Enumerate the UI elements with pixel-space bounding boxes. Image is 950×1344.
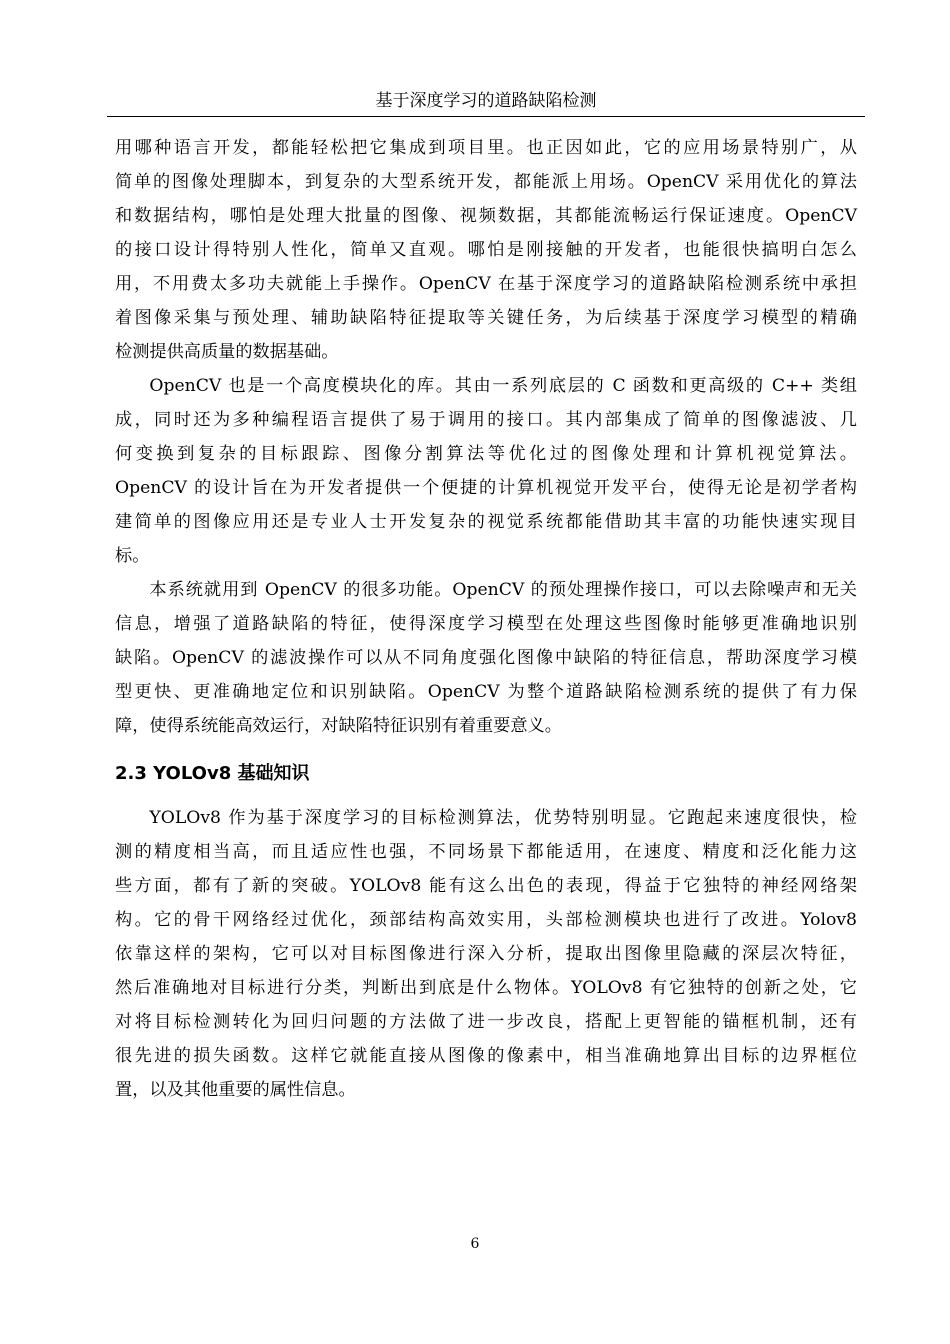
text-line: 构。它的骨干网络经过优化，颈部结构高效实用，头部检测模块也进行了改进。Yolov8 [115, 910, 857, 930]
text-line: 置，以及其他重要的属性信息。 [115, 1080, 356, 1100]
page-number: 6 [470, 1236, 480, 1252]
paragraph-opencv-modular [115, 369, 857, 573]
running-header: 基于深度学习的道路缺陷检测 [107, 88, 865, 117]
text-line: 的接口设计得特别人性化，简单又直观。哪怕是刚接触的开发者，也能很快搞明白怎么 [115, 240, 857, 260]
text-line: 障，使得系统能高效运行，对缺陷特征识别有着重要意义。 [115, 716, 562, 736]
text-line: 测的精度相当高，而且适应性也强，不同场景下都能适用，在速度、精度和泛化能力这 [115, 842, 857, 862]
paragraph-yolov8-intro [115, 801, 857, 1107]
text-line: 简单的图像处理脚本，到复杂的大型系统开发，都能派上用场。OpenCV 采用优化的算法 [115, 172, 857, 192]
text-line: 缺陷。OpenCV 的滤波操作可以从不同角度强化图像中缺陷的特征信息，帮助深度学习模 [115, 648, 857, 668]
text-line: 信息，增强了道路缺陷的特征，使得深度学习模型在处理这些图像时能够更准确地识别 [115, 614, 857, 634]
document-body [115, 131, 857, 1107]
text-line: 何变换到复杂的目标跟踪、图像分割算法等优化过的图像处理和计算机视觉算法。 [115, 444, 857, 464]
text-line: 本系统就用到 OpenCV 的很多功能。OpenCV 的预处理操作接口，可以去除噪声和无关 [149, 580, 857, 600]
text-line: OpenCV 也是一个高度模块化的库。其由一系列底层的 C 函数和更高级的 C++ 类组 [149, 376, 857, 396]
text-line: 和数据结构，哪怕是处理大批量的图像、视频数据，其都能流畅运行保证速度。OpenCV [115, 206, 857, 226]
text-line: 检测提供高质量的数据基础。 [115, 342, 339, 362]
text-line: YOLOv8 作为基于深度学习的目标检测算法，优势特别明显。它跑起来速度很快，检 [149, 808, 857, 828]
text-line: 对将目标检测转化为回归问题的方法做了进一步改良，搭配上更智能的锚框机制，还有 [115, 1012, 857, 1032]
text-line: 标。 [115, 546, 150, 566]
paragraph-opencv-intro [115, 131, 857, 369]
text-line: OpenCV 的设计旨在为开发者提供一个便捷的计算机视觉开发平台，使得无论是初学者构 [115, 478, 857, 498]
text-line: 着图像采集与预处理、辅助缺陷特征提取等关键任务，为后续基于深度学习模型的精确 [115, 308, 857, 328]
paragraph-opencv-usage [115, 573, 857, 743]
text-line: 建简单的图像应用还是专业人士开发复杂的视觉系统都能借助其丰富的功能快速实现目 [115, 512, 857, 532]
text-line: 型更快、更准确地定位和识别缺陷。OpenCV 为整个道路缺陷检测系统的提供了有力保 [115, 682, 857, 702]
text-line: 然后准确地对目标进行分类，判断出到底是什么物体。YOLOv8 有它独特的创新之处，它 [115, 978, 857, 998]
text-line: 依靠这样的架构，它可以对目标图像进行深入分析，提取出图像里隐藏的深层次特征， [115, 944, 857, 964]
section-heading: 2.3 YOLOv8 基础知识 [115, 763, 310, 784]
text-line: 些方面，都有了新的突破。YOLOv8 能有这么出色的表现，得益于它独特的神经网络架 [115, 876, 857, 896]
text-line: 很先进的损失函数。这样它就能直接从图像的像素中，相当准确地算出目标的边界框位 [115, 1046, 857, 1066]
text-line: 用，不用费太多功夫就能上手操作。OpenCV 在基于深度学习的道路缺陷检测系统中承担 [115, 274, 857, 294]
text-line: 用哪种语言开发，都能轻松把它集成到项目里。也正因如此，它的应用场景特别广，从 [115, 138, 857, 158]
text-line: 成，同时还为多种编程语言提供了易于调用的接口。其内部集成了简单的图像滤波、几 [115, 410, 857, 430]
